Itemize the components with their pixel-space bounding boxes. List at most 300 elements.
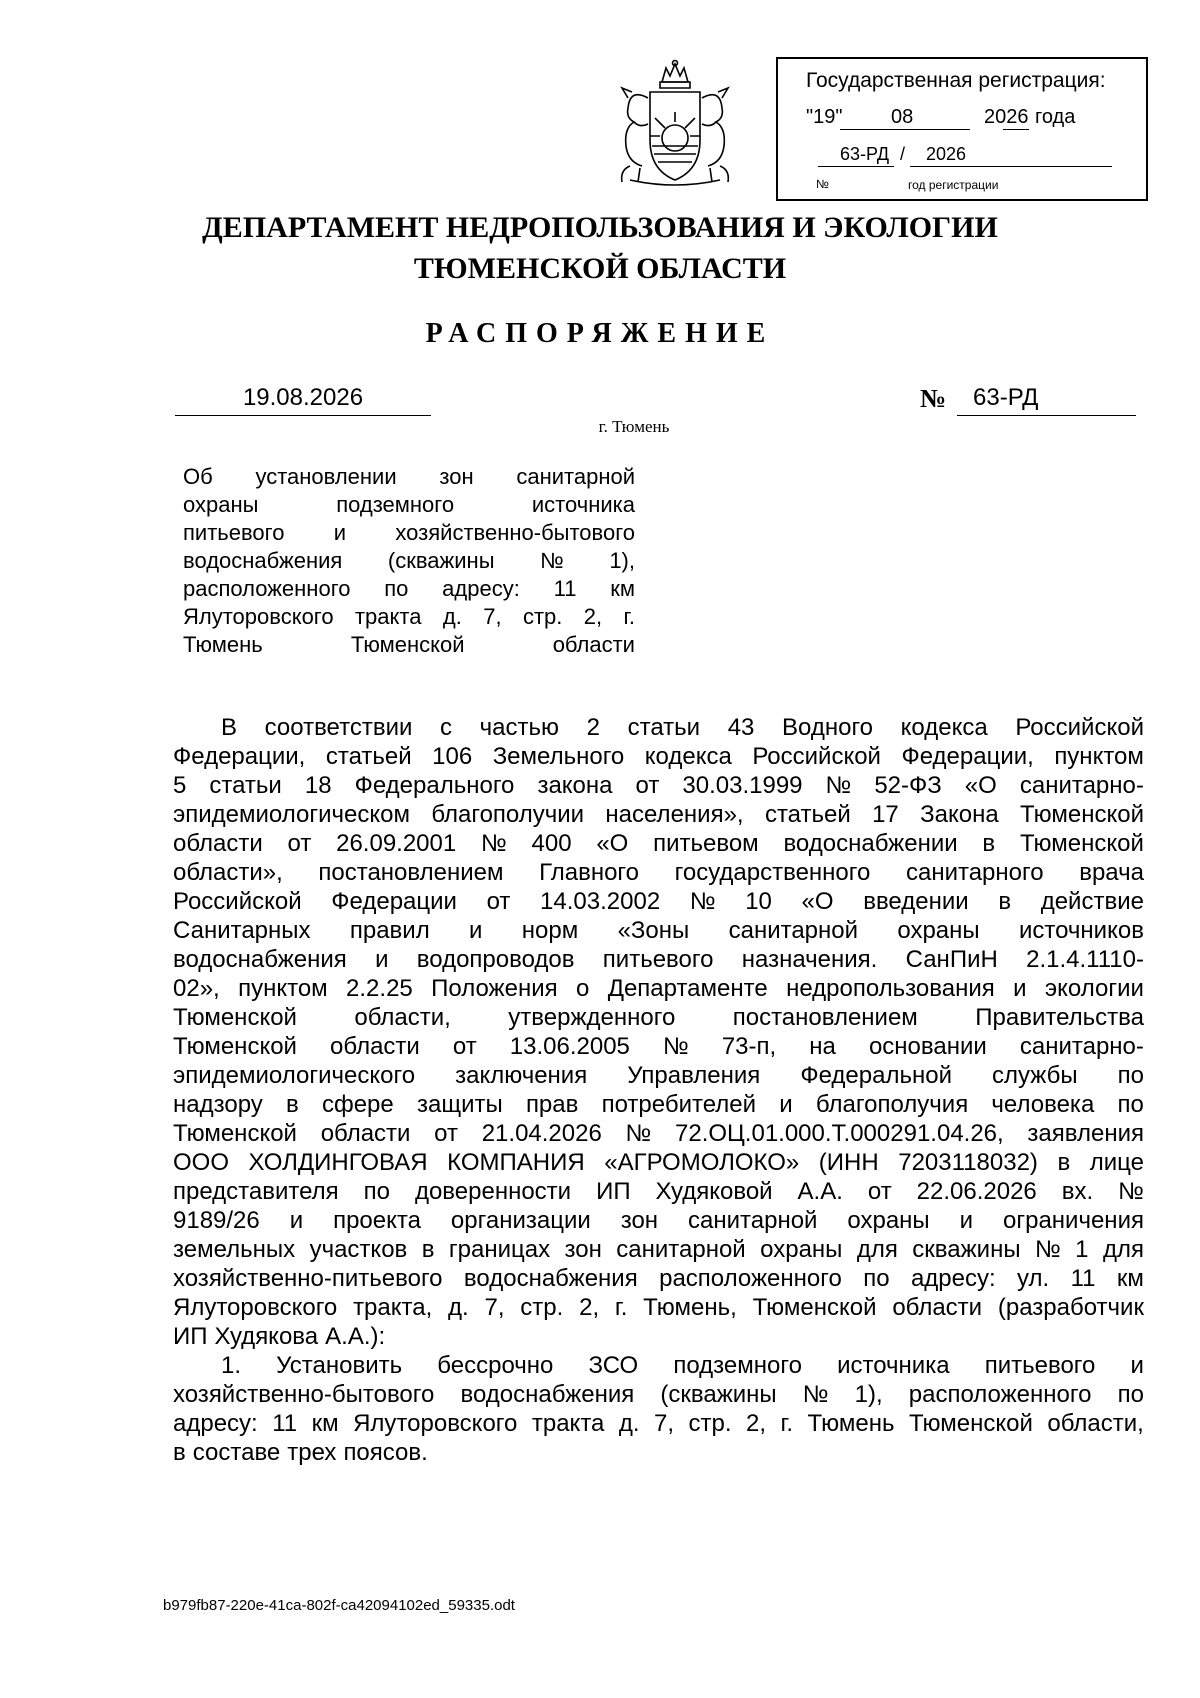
word: № — [802, 1381, 829, 1408]
word: источников — [1018, 917, 1144, 944]
word: области — [173, 830, 263, 857]
word: Худяковой — [655, 1178, 773, 1205]
word: защиты — [416, 1091, 503, 1118]
subject-line — [183, 463, 635, 491]
word: 2.1.4.1110- — [1026, 946, 1144, 973]
word: «Зоны — [617, 917, 690, 944]
word: источника — [837, 1352, 950, 1379]
word: кодекса — [644, 743, 732, 770]
word: водоснабжения — [173, 946, 347, 973]
body-line — [173, 1438, 1144, 1467]
word: 1. — [221, 1352, 242, 1379]
body-line — [173, 829, 1144, 858]
body-line — [173, 1119, 1144, 1148]
word: для — [856, 1236, 898, 1263]
word: организации — [450, 1207, 591, 1234]
word: подземного — [673, 1352, 802, 1379]
word: ул. — [1017, 1265, 1050, 1292]
word: санитарного — [905, 859, 1044, 886]
word: 73-п, — [721, 1033, 777, 1060]
word: по — [1117, 1091, 1144, 1118]
word: от — [635, 772, 660, 799]
word: 30.03.1999 — [682, 772, 803, 799]
word: ООО — [173, 1149, 230, 1176]
word: Тюменской — [1019, 830, 1144, 857]
word: Тюмень — [807, 1410, 895, 1437]
word: Тюменской — [173, 1004, 297, 1031]
word: Тюмень — [183, 632, 263, 657]
order-subject — [183, 463, 635, 659]
word: врача — [1079, 859, 1144, 886]
word: и — [1130, 1352, 1144, 1379]
word: 9189/26 — [173, 1207, 260, 1234]
word: границах — [448, 1236, 551, 1263]
word: адресу: — [442, 576, 520, 601]
word: питьевом — [653, 830, 759, 857]
word: ограничения — [1003, 1207, 1144, 1234]
word: хозяйственно-питьевого — [173, 1265, 443, 1292]
word: и — [333, 520, 347, 545]
word: км — [311, 1410, 339, 1437]
body-line — [173, 1177, 1144, 1206]
word: основании — [868, 1033, 987, 1060]
word: санитарной — [688, 1207, 818, 1234]
word: расположенного — [659, 1265, 842, 1292]
word: 11 — [272, 1410, 298, 1437]
body-line — [173, 742, 1144, 771]
subject-line — [183, 631, 635, 659]
word: действие — [1040, 888, 1144, 915]
word: Тюменской — [173, 1033, 297, 1060]
word: «О — [964, 772, 997, 799]
word: д. — [618, 1410, 640, 1437]
word: 11 — [553, 576, 577, 601]
body-line — [173, 1409, 1144, 1438]
word: хозяйственно-бытового — [395, 520, 635, 545]
word: постановлением — [732, 1004, 918, 1031]
word: 2 — [586, 714, 600, 741]
word: Тюменской — [1020, 801, 1144, 828]
word: СанПиН — [905, 946, 998, 973]
word: в — [173, 1439, 186, 1466]
department-name-line2: ТЮМЕНСКОЙ ОБЛАСТИ — [413, 252, 787, 285]
order-number: 63-РД — [957, 384, 1136, 416]
body-line — [173, 1148, 1144, 1177]
word: санитарной — [516, 464, 635, 489]
word: питьевого — [183, 520, 285, 545]
word: адресу: — [910, 1265, 996, 1292]
word: Тюменской — [350, 632, 465, 657]
order-number-sign: № — [920, 384, 947, 413]
word: «О — [801, 888, 834, 915]
subject-line — [183, 491, 635, 519]
department-name-line1: ДЕПАРТАМЕНТ НЕДРОПОЛЬЗОВАНИЯ И ЭКОЛОГИИ — [202, 211, 998, 244]
word: Федерации — [331, 888, 457, 915]
word: 21.04.2026 — [481, 1120, 602, 1147]
word: лице — [1089, 1149, 1144, 1176]
word: Закона — [920, 801, 999, 828]
word: водоснабжении — [783, 830, 958, 857]
word: А.А. — [797, 1178, 843, 1205]
word: Об — [183, 464, 213, 489]
word: введении — [863, 888, 969, 915]
word: проекта — [333, 1207, 421, 1234]
body-line — [173, 1351, 1144, 1380]
word: области», — [173, 859, 283, 886]
word: населения», — [605, 801, 744, 828]
word: адресу: — [173, 1410, 258, 1437]
subject-line — [183, 575, 635, 603]
word: № — [1035, 1236, 1061, 1263]
coat-of-arms-emblem — [600, 58, 750, 188]
word: постановлением — [318, 859, 504, 886]
word: санитарно- — [1019, 772, 1144, 799]
word: установлении — [255, 464, 397, 489]
word: утвержденного — [508, 1004, 676, 1031]
word: Положения — [431, 975, 558, 1002]
word: от — [287, 830, 312, 857]
body-line — [173, 1293, 1144, 1322]
word: 10 — [745, 888, 772, 915]
word: потребителей — [601, 1091, 757, 1118]
word: 2.2.25 — [346, 975, 413, 1002]
word: санитарной — [728, 917, 859, 944]
word: Федерации, — [901, 743, 1034, 770]
word: ИП — [173, 1323, 208, 1350]
word: правил — [349, 917, 430, 944]
registration-year-label: год регистрации — [908, 178, 999, 192]
body-line — [173, 1206, 1144, 1235]
word: 13.06.2005 — [509, 1033, 630, 1060]
word: и — [779, 1091, 793, 1118]
word: № — [540, 548, 564, 573]
word: В — [221, 714, 238, 741]
word: тракта — [531, 1410, 605, 1437]
word: (скважины — [660, 1381, 777, 1408]
word: 7, — [654, 1410, 675, 1437]
word: участков — [309, 1236, 408, 1263]
word: трех — [287, 1439, 337, 1466]
word: от — [452, 1033, 477, 1060]
word: недропользования — [786, 975, 995, 1002]
word: санитарно- — [1019, 1033, 1144, 1060]
word: Тюменской — [908, 1410, 1033, 1437]
word: Водного — [782, 714, 874, 741]
word: Установить — [276, 1352, 403, 1379]
word: и — [1013, 975, 1027, 1002]
word: № — [625, 1120, 652, 1147]
word: 43 — [727, 714, 755, 741]
word: статьей — [764, 801, 851, 828]
word: в — [982, 830, 996, 857]
word: 1), — [609, 548, 635, 573]
body-line — [173, 1264, 1144, 1293]
word: Ялуторовского — [173, 1294, 338, 1321]
word: Федерации, — [173, 743, 306, 770]
document-type: РАСПОРЯЖЕНИЕ — [425, 318, 775, 349]
word: ХОЛДИНГОВАЯ — [248, 1149, 428, 1176]
registration-reg-year-underline — [910, 166, 1112, 167]
registration-day: "19" — [806, 106, 843, 128]
word: 2, — [746, 1410, 767, 1437]
word: (разработчик — [997, 1294, 1144, 1321]
word: 5 — [173, 772, 187, 799]
word: с — [440, 714, 453, 741]
word: км — [610, 576, 635, 601]
subject-line — [183, 603, 635, 631]
word: стр. — [688, 1410, 732, 1437]
word: области — [552, 632, 635, 657]
word: 11 — [1070, 1265, 1096, 1292]
word: А.А.): — [325, 1323, 386, 1350]
word: Главного — [539, 859, 640, 886]
registration-month-underline — [840, 129, 970, 130]
word: по — [363, 1178, 390, 1205]
word: расположенного — [908, 1381, 1092, 1408]
word: № — [662, 1033, 689, 1060]
word: 2, — [579, 1294, 600, 1321]
body-line — [173, 1380, 1144, 1409]
word: охраны — [183, 492, 259, 517]
word: водоснабжения — [460, 1381, 635, 1408]
word: по — [863, 1265, 890, 1292]
word: скважины — [912, 1236, 1021, 1263]
body-line — [173, 1003, 1144, 1032]
body-line — [173, 1061, 1144, 1090]
word: статьи — [209, 772, 282, 799]
registration-reg-year: 2026 — [926, 144, 967, 164]
body-line — [173, 1322, 1144, 1351]
word: 26.09.2001 — [336, 830, 457, 857]
word: экологии — [1044, 975, 1144, 1002]
word: представителя — [173, 1178, 339, 1205]
word: по — [1117, 1062, 1144, 1089]
word: санитарной — [616, 1236, 746, 1263]
word: ИП — [596, 1178, 631, 1205]
body-line — [173, 974, 1144, 1003]
registration-number: 63-РД — [840, 144, 890, 164]
word: (ИНН — [818, 1149, 879, 1176]
registration-separator: / — [900, 144, 906, 164]
word: 106 — [432, 743, 473, 770]
word: прав — [525, 1091, 579, 1118]
word: благополучии — [431, 801, 585, 828]
word: тракта, — [353, 1294, 433, 1321]
body-line — [173, 858, 1144, 887]
word: Тюмень, — [643, 1294, 737, 1321]
word: «АГРОМОЛОКО» — [604, 1149, 800, 1176]
word: области, — [354, 1004, 451, 1031]
word: в — [285, 1091, 299, 1118]
body-line — [173, 800, 1144, 829]
word: Ялуторовского — [353, 1410, 518, 1437]
word: д. — [442, 604, 462, 629]
word: д. — [448, 1294, 469, 1321]
word: стр. — [522, 604, 563, 629]
word: по — [384, 576, 409, 601]
word: службы — [992, 1062, 1078, 1089]
file-name-footer: b979fb87-220e-41ca-802f-ca42094102ed_59335.odt — [163, 1597, 515, 1614]
order-body — [173, 713, 1144, 1467]
word: охраны — [847, 1207, 930, 1234]
word: и — [469, 917, 483, 944]
order-city: г. Тюмень — [598, 417, 670, 436]
word: Земельного — [492, 743, 625, 770]
word: 14.03.2002 — [540, 888, 661, 915]
word: 72.ОЦ.01.000.Т.000291.04.26, — [675, 1120, 1004, 1147]
word: Ялуторовского — [183, 604, 334, 629]
word: в — [998, 888, 1012, 915]
word: сфере — [321, 1091, 394, 1118]
word: составе — [192, 1439, 281, 1466]
word: по — [1117, 1381, 1144, 1408]
word: кодекса — [900, 714, 988, 741]
word: заявления — [1027, 1120, 1144, 1147]
word: Тюменской — [752, 1294, 877, 1321]
word: г. — [614, 1294, 628, 1321]
word: 1), — [854, 1381, 883, 1408]
body-line — [173, 771, 1144, 800]
word: ЗСО — [588, 1352, 639, 1379]
word: в — [421, 1236, 435, 1263]
word: и — [375, 946, 389, 973]
word: 02», — [173, 975, 220, 1002]
word: Департаменте — [607, 975, 768, 1002]
registration-title: Государственная регистрация: — [806, 69, 1106, 92]
word: бессрочно — [437, 1352, 554, 1379]
word: стр. — [520, 1294, 564, 1321]
registration-year: 2026 — [984, 106, 1029, 128]
body-line — [173, 887, 1144, 916]
word: от — [434, 1120, 458, 1147]
word: надзору — [173, 1091, 263, 1118]
word: зон — [564, 1236, 602, 1263]
registration-number-label: № — [816, 177, 829, 191]
order-date: 19.08.2026 — [175, 384, 431, 416]
word: статьей — [325, 743, 412, 770]
word: № — [481, 830, 507, 857]
body-line — [173, 1090, 1144, 1119]
word: пунктом — [238, 975, 328, 1002]
registration-stamp — [776, 57, 1148, 201]
word: 2, — [583, 604, 603, 629]
word: 7, — [484, 1294, 505, 1321]
body-line — [173, 916, 1144, 945]
word: г. — [623, 604, 635, 629]
word: км — [1116, 1265, 1144, 1292]
word: соответствии — [264, 714, 413, 741]
word: 52-ФЗ — [874, 772, 942, 799]
word: водопроводов — [416, 946, 575, 973]
word: 1 — [1075, 1236, 1089, 1263]
word: подземного — [336, 492, 455, 517]
word: 22.06.2026 — [916, 1178, 1037, 1205]
word: на — [809, 1033, 836, 1060]
word: закона — [537, 772, 613, 799]
registration-number-underline — [818, 166, 894, 167]
word: поясов. — [343, 1439, 428, 1466]
word: 400 — [531, 830, 572, 857]
word: эпидемиологическом — [173, 801, 410, 828]
word: водоснабжения — [183, 548, 343, 573]
word: охраны — [897, 917, 980, 944]
word: назначения. — [741, 946, 878, 973]
word: № — [689, 888, 716, 915]
word: охраны — [760, 1236, 843, 1263]
word: области — [892, 1294, 983, 1321]
word: от — [867, 1178, 892, 1205]
subject-line — [183, 547, 635, 575]
word: водоснабжения — [463, 1265, 638, 1292]
word: Худякова — [214, 1323, 319, 1350]
body-line — [173, 1235, 1144, 1264]
word: человека — [991, 1091, 1095, 1118]
word: зон — [620, 1207, 659, 1234]
word: заключения — [455, 1062, 588, 1089]
word: для — [1102, 1236, 1144, 1263]
word: Управления — [627, 1062, 761, 1089]
word: Российской — [173, 888, 302, 915]
word: Правительства — [975, 1004, 1144, 1031]
word: зон — [439, 464, 474, 489]
word: хозяйственно-бытового — [173, 1381, 435, 1408]
word: области, — [1047, 1410, 1144, 1437]
word: № — [825, 772, 852, 799]
word: питьевого — [602, 946, 714, 973]
word: статьи — [627, 714, 701, 741]
word: расположенного — [183, 576, 351, 601]
word: доверенности — [414, 1178, 572, 1205]
word: 7203118032) — [898, 1149, 1038, 1176]
word: 18 — [304, 772, 332, 799]
word: 17 — [872, 801, 899, 828]
word: Российской — [752, 743, 881, 770]
word: Федерального — [354, 772, 515, 799]
word: и — [289, 1207, 304, 1234]
word: пунктом — [1054, 743, 1144, 770]
subject-line — [183, 519, 635, 547]
word: КОМПАНИЯ — [447, 1149, 585, 1176]
word: Тюменской — [173, 1120, 297, 1147]
word: о — [575, 975, 590, 1002]
word: (скважины — [387, 548, 495, 573]
word: в — [1057, 1149, 1071, 1176]
word: питьевого — [984, 1352, 1096, 1379]
word: области — [320, 1120, 411, 1147]
word: источника — [531, 492, 635, 517]
word: «О — [596, 830, 629, 857]
word: от — [486, 888, 511, 915]
word: и — [959, 1207, 974, 1234]
word: эпидемиологического — [173, 1062, 416, 1089]
body-line — [173, 713, 1144, 742]
word: Санитарных — [173, 917, 311, 944]
word: государственного — [674, 859, 871, 886]
word: частью — [479, 714, 559, 741]
word: Российской — [1015, 714, 1144, 741]
word: земельных — [173, 1236, 296, 1263]
word: благополучия — [815, 1091, 969, 1118]
body-line — [173, 1032, 1144, 1061]
word: вх. — [1061, 1178, 1094, 1205]
word: Федеральной — [800, 1062, 952, 1089]
word: норм — [521, 917, 579, 944]
body-line — [173, 945, 1144, 974]
word: области — [330, 1033, 420, 1060]
registration-year-underline — [1003, 129, 1029, 130]
word: 7, — [483, 604, 502, 629]
registration-month: 08 — [891, 106, 914, 128]
